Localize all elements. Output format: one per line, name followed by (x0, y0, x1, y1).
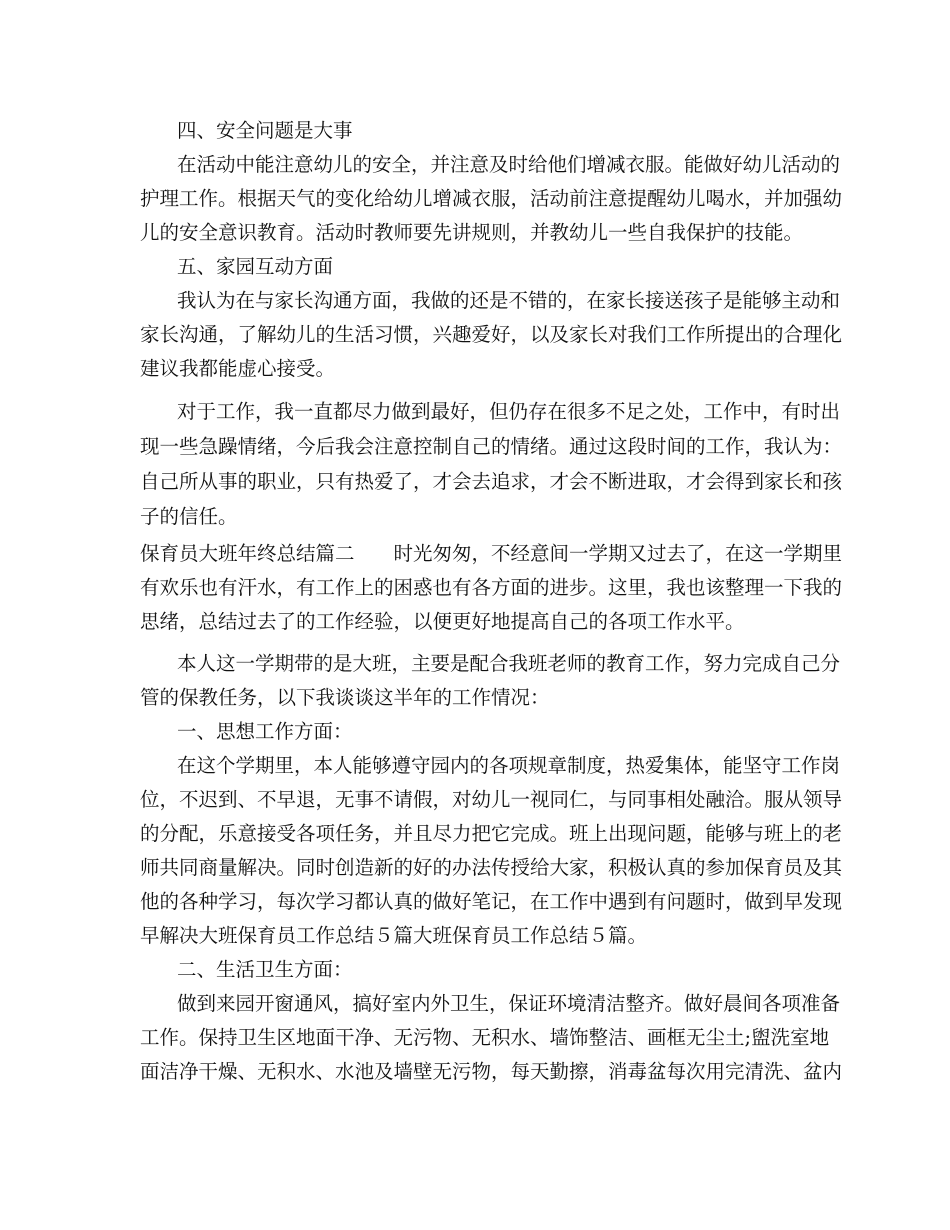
heading-safety: 四、安全问题是大事 (177, 119, 353, 142)
paragraph-line: 本人这一学期带的是大班，主要是配合我班老师的教育工作，努力完成自己分 (177, 652, 841, 675)
heading-hygiene: 二、生活卫生方面： (177, 958, 353, 981)
paragraph-line: 早解决大班保育员工作总结５篇大班保育员工作总结５篇。 (140, 924, 648, 947)
paragraph-line: 护理工作。根据天气的变化给幼儿增减衣服，活动前注意提醒幼儿喝水，并加强幼 (140, 187, 843, 210)
paragraph-line: 家长沟通，了解幼儿的生活习惯，兴趣爱好，以及家长对我们工作所提出的合理化 (140, 323, 843, 346)
paragraph-line: 的分配，乐意接受各项任务，并且尽力把它完成。班上出现问题，能够与班上的老 (140, 822, 843, 845)
paragraph-line: 思绪，总结过去了的工作经验，以便更好地提高自己的各项工作水平。 (140, 610, 745, 633)
paragraph-line: 有欢乐也有汗水，有工作上的困惑也有各方面的进步。这里，我也该整理一下我的 (140, 576, 843, 599)
paragraph-line: 工作。保持卫生区地面干净、无污物、无积水、墙饰整洁、画框无尘土;盥洗室地 (140, 1026, 830, 1049)
paragraph-line: 做到来园开窗通风，搞好室内外卫生，保证环境清洁整齐。做好晨间各项准备 (177, 992, 841, 1015)
paragraph-line: 自己所从事的职业，只有热爱了，才会去追求，才会不断进取，才会得到家长和孩 (140, 470, 843, 493)
heading-ideology: 一、思想工作方面： (177, 720, 353, 743)
paragraph-line: 师共同商量解决。同时创造新的好的办法传授给大家，积极认真的参加保育员及其 (140, 856, 843, 879)
paragraph-line: 对于工作，我一直都尽力做到最好，但仍存在很多不足之处，工作中，有时出 (177, 400, 841, 423)
paragraph-line: 面洁净干燥、无积水、水池及墙壁无污物，每天勤擦，消毒盆每次用完清洗、盆内 (140, 1060, 843, 1083)
paragraph-line: 儿的安全意识教育。活动时教师要先讲规则，并教幼儿一些自我保护的技能。 (140, 221, 804, 244)
heading-home-school: 五、家园互动方面 (177, 255, 334, 278)
paragraph-line: 他的各种学习，每次学习都认真的做好笔记，在工作中遇到有问题时，做到早发现 (140, 890, 843, 913)
paragraph-line: 在活动中能注意幼儿的安全，并注意及时给他们增减衣服。能做好幼儿活动的 (177, 153, 841, 176)
paragraph-line: 在这个学期里，本人能够遵守园内的各项规章制度，热爱集体，能坚守工作岗 (177, 754, 841, 777)
paragraph-line: 位，不迟到、不早退，无事不请假，对幼儿一视同仁，与同事相处融洽。服从领导 (140, 788, 843, 811)
paragraph-line: 建议我都能虚心接受。 (140, 357, 336, 380)
paragraph-line: 管的保教任务，以下我谈谈这半年的工作情况： (140, 686, 550, 709)
section-title-line: 保育员大班年终总结篇二 时光匆匆，不经意间一学期又过去了，在这一学期里 (140, 542, 843, 565)
paragraph-line: 子的信任。 (140, 505, 238, 528)
paragraph-line: 我认为在与家长沟通方面，我做的还是不错的，在家长接送孩子是能够主动和 (177, 289, 841, 312)
paragraph-line: 现一些急躁情绪，今后我会注意控制自己的情绪。通过这段时间的工作，我认为： (140, 435, 843, 458)
